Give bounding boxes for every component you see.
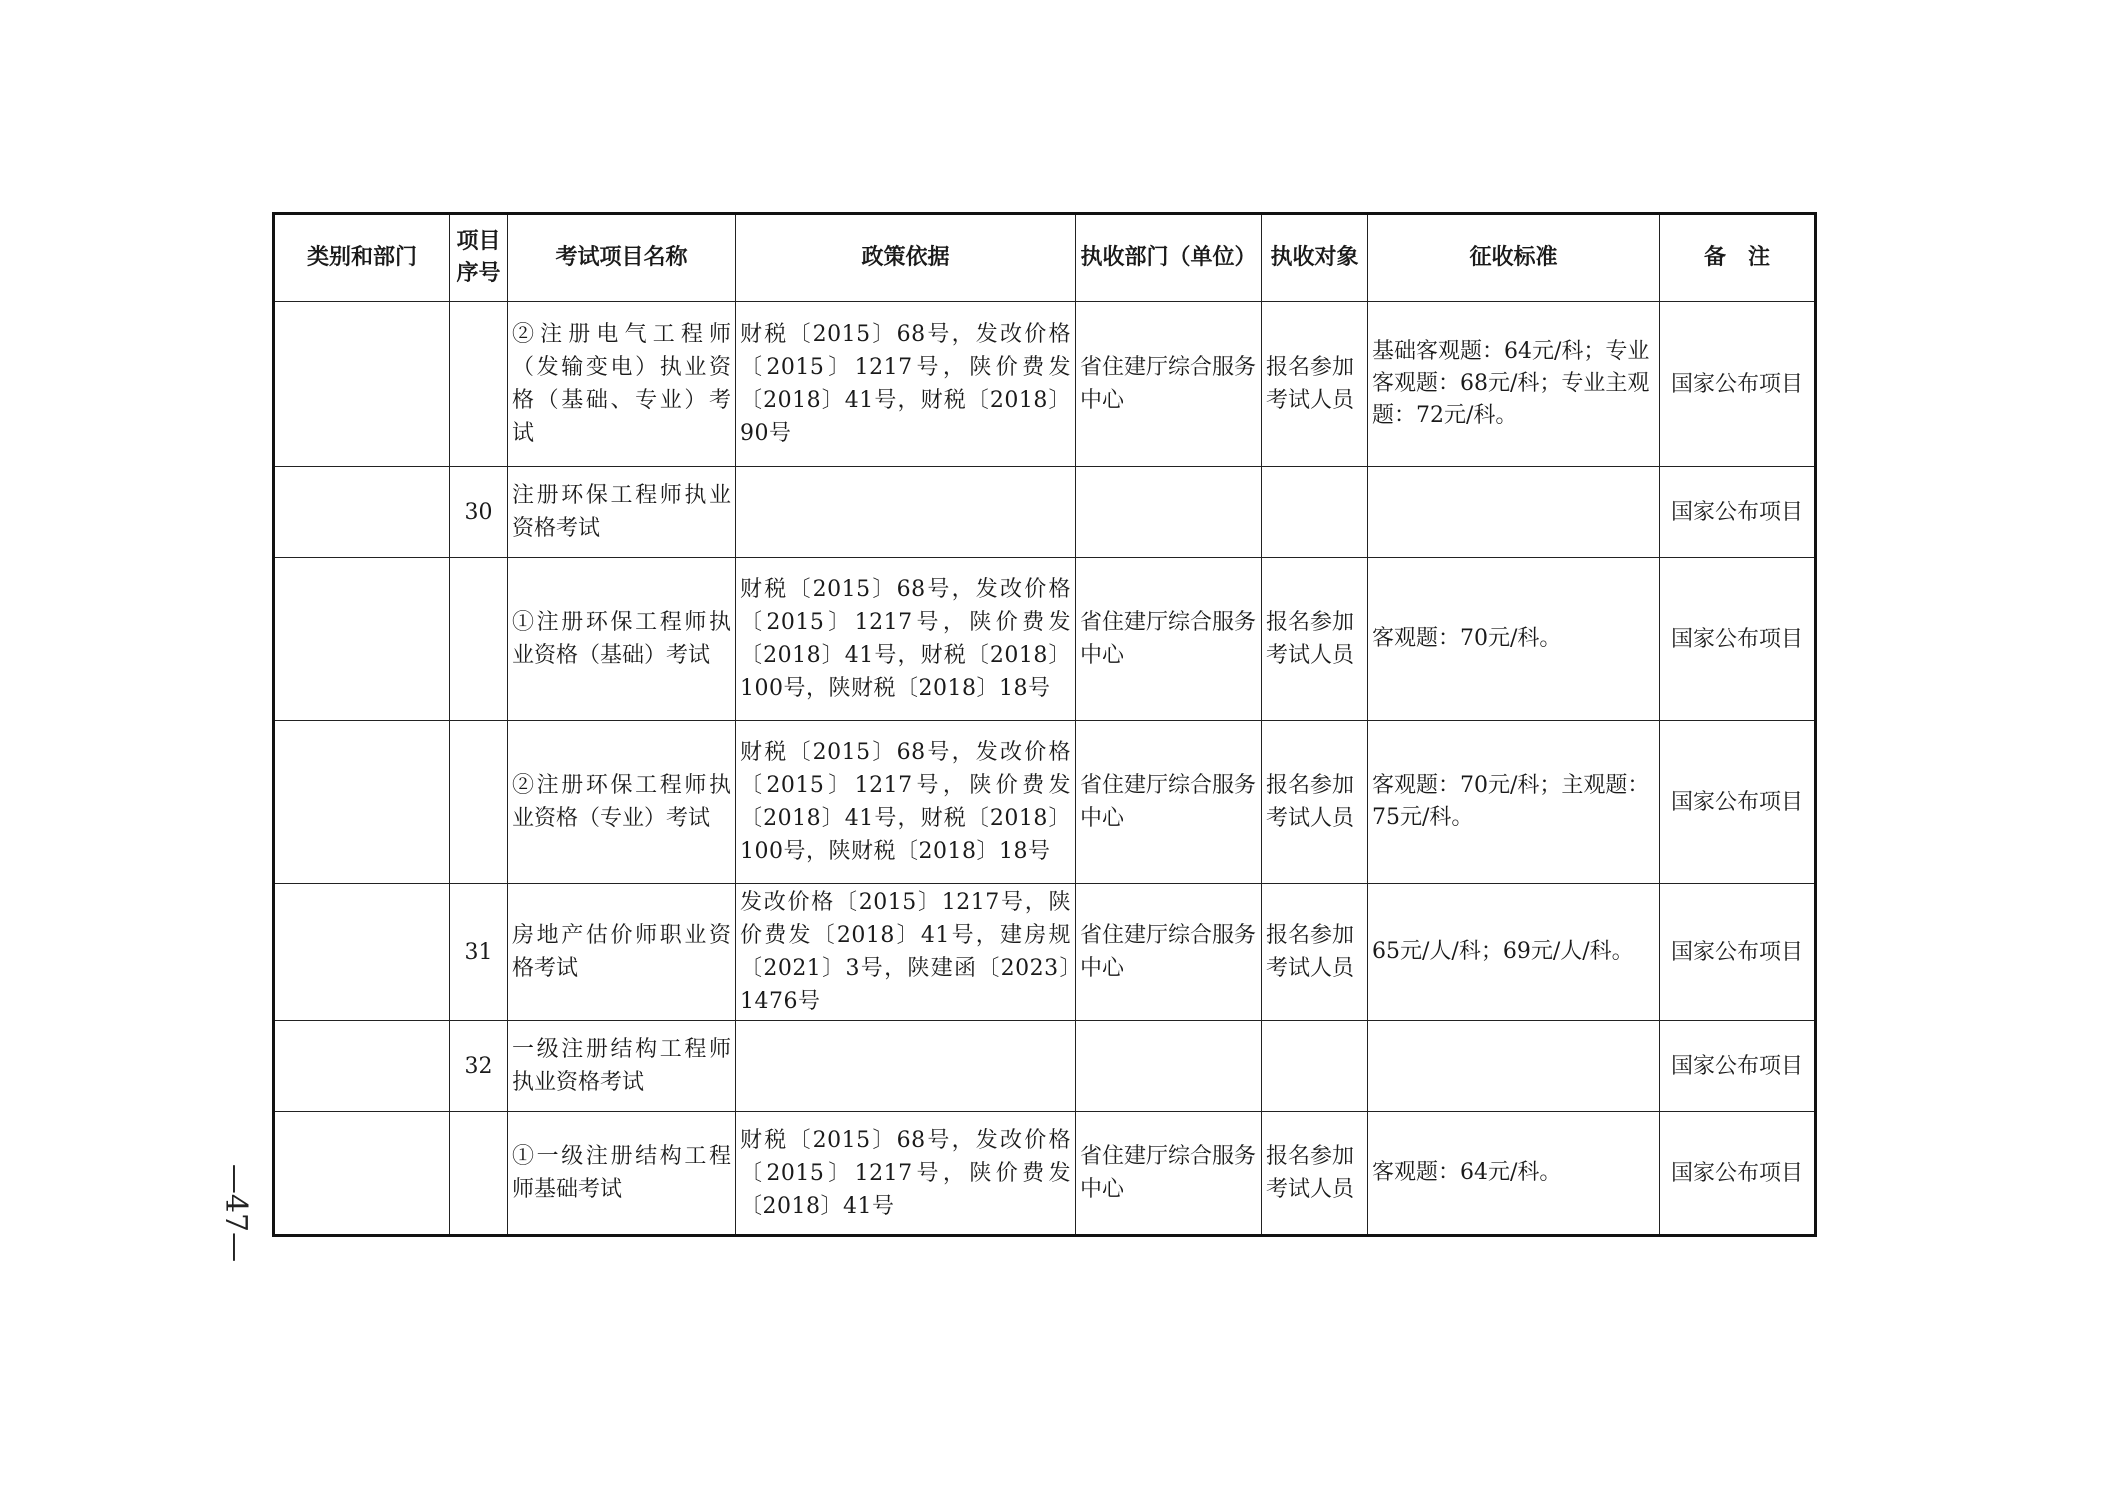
row-target: 报名参加考试人员: [1262, 1112, 1368, 1236]
row-policy: 财税〔2015〕68号，发改价格〔2015〕1217号，陕价费发〔2018〕41号，财税〔2018〕90号: [736, 302, 1076, 467]
row-policy: 财税〔2015〕68号，发改价格〔2015〕1217号，陕价费发〔2018〕41号，财税〔2018〕100号，陕财税〔2018〕18号: [736, 721, 1076, 884]
header-standard: 征收标准: [1368, 214, 1660, 302]
header-name: 考试项目名称: [508, 214, 736, 302]
row-dept: [1076, 467, 1262, 558]
row-seq: 31: [450, 884, 508, 1021]
row-target: 报名参加考试人员: [1262, 558, 1368, 721]
row-policy: [736, 1021, 1076, 1112]
row-exam-name: ②注册电气工程师（发输变电）执业资格（基础、专业）考试: [508, 302, 736, 467]
row-category: [274, 884, 450, 1021]
row-seq: [450, 1112, 508, 1236]
row-standard: 65元/人/科；69元/人/科。: [1368, 884, 1660, 1021]
row-dept: 省住建厅综合服务中心: [1076, 558, 1262, 721]
row-target: [1262, 1021, 1368, 1112]
table-row: [274, 721, 1816, 884]
header-target: 执收对象: [1262, 214, 1368, 302]
table-row: [274, 1021, 1816, 1112]
table-row: [274, 302, 1816, 467]
row-policy: 财税〔2015〕68号，发改价格〔2015〕1217号，陕价费发〔2018〕41号: [736, 1112, 1076, 1236]
row-policy: [736, 467, 1076, 558]
header-seq: 项目序号: [450, 214, 508, 302]
row-note: 国家公布项目: [1660, 467, 1816, 558]
row-exam-name: ①一级注册结构工程师基础考试: [508, 1112, 736, 1236]
header-policy: 政策依据: [736, 214, 1076, 302]
row-exam-name: 房地产估价师职业资格考试: [508, 884, 736, 1021]
row-target: 报名参加考试人员: [1262, 302, 1368, 467]
row-category: [274, 467, 450, 558]
row-dept: [1076, 1021, 1262, 1112]
row-exam-name: 一级注册结构工程师执业资格考试: [508, 1021, 736, 1112]
row-exam-name: 注册环保工程师执业资格考试: [508, 467, 736, 558]
row-note: 国家公布项目: [1660, 884, 1816, 1021]
row-dept: 省住建厅综合服务中心: [1076, 302, 1262, 467]
row-category: [274, 721, 450, 884]
row-note: 国家公布项目: [1660, 1112, 1816, 1236]
page-number: —47—: [218, 1163, 254, 1263]
row-seq: [450, 302, 508, 467]
row-dept: 省住建厅综合服务中心: [1076, 884, 1262, 1021]
header-category: 类别和部门: [274, 214, 450, 302]
row-category: [274, 1021, 450, 1112]
row-seq: [450, 721, 508, 884]
row-note: 国家公布项目: [1660, 1021, 1816, 1112]
row-category: [274, 1112, 450, 1236]
row-exam-name: ②注册环保工程师执业资格（专业）考试: [508, 721, 736, 884]
row-standard: 客观题：64元/科。: [1368, 1112, 1660, 1236]
row-note: 国家公布项目: [1660, 558, 1816, 721]
table-row: [274, 1112, 1816, 1236]
row-standard: 客观题：70元/科；主观题：75元/科。: [1368, 721, 1660, 884]
row-exam-name: ①注册环保工程师执业资格（基础）考试: [508, 558, 736, 721]
row-seq: [450, 558, 508, 721]
table-row: [274, 884, 1816, 1021]
row-category: [274, 302, 450, 467]
row-policy: 财税〔2015〕68号，发改价格〔2015〕1217号，陕价费发〔2018〕41号，财税〔2018〕100号，陕财税〔2018〕18号: [736, 558, 1076, 721]
row-seq: 30: [450, 467, 508, 558]
header-dept: 执收部门（单位）: [1076, 214, 1262, 302]
row-standard: 基础客观题：64元/科；专业客观题：68元/科；专业主观题：72元/科。: [1368, 302, 1660, 467]
row-target: [1262, 467, 1368, 558]
row-standard: [1368, 467, 1660, 558]
row-category: [274, 558, 450, 721]
row-dept: 省住建厅综合服务中心: [1076, 1112, 1262, 1236]
row-target: 报名参加考试人员: [1262, 884, 1368, 1021]
row-dept: 省住建厅综合服务中心: [1076, 721, 1262, 884]
row-standard: 客观题：70元/科。: [1368, 558, 1660, 721]
row-note: 国家公布项目: [1660, 721, 1816, 884]
row-target: 报名参加考试人员: [1262, 721, 1368, 884]
row-policy: 发改价格〔2015〕1217号，陕价费发〔2018〕41号，建房规〔2021〕3号，陕建函〔2023〕1476号: [736, 884, 1076, 1021]
header-note: 备 注: [1660, 214, 1816, 302]
row-standard: [1368, 1021, 1660, 1112]
table-row: [274, 558, 1816, 721]
row-seq: 32: [450, 1021, 508, 1112]
row-note: 国家公布项目: [1660, 302, 1816, 467]
fee-table: [272, 212, 1817, 1237]
header-row: [274, 214, 1816, 302]
table-row: [274, 467, 1816, 558]
